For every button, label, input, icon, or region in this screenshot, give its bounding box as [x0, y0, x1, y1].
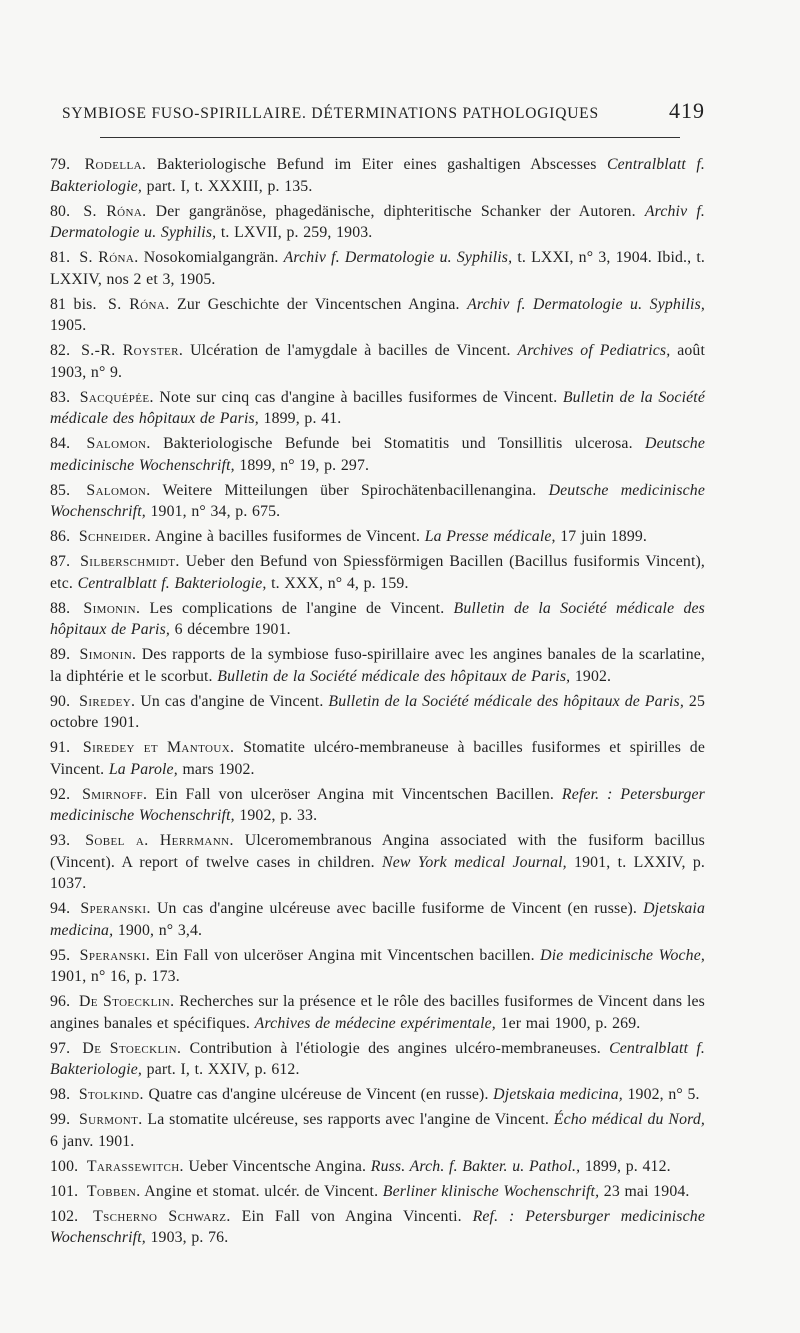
reference-author: S. Róna. [79, 249, 139, 266]
reference-entry [50, 1156, 705, 1178]
reference-author: Tarassewitch. [86, 1157, 184, 1175]
reference-author: Simonin. [79, 646, 137, 663]
reference-entry [50, 154, 705, 197]
reference-title: Contribution à l'étiologie des angines ulcéro-membraneuses. [189, 1039, 601, 1057]
reference-entry [50, 898, 705, 941]
reference-entry [50, 433, 705, 476]
reference-journal: Archiv f. Dermatologie u. Syphilis, [283, 249, 513, 266]
reference-title: Nosokomialgangrän. [143, 249, 279, 266]
reference-author: Siredey. [79, 692, 136, 710]
reference-author: Simonin. [83, 599, 141, 617]
reference-title: Ulcération de l'amygdale à bacilles de Vincent. [190, 342, 511, 359]
reference-number: 81 bis. [50, 295, 97, 313]
reference-number: 89. [50, 646, 71, 663]
reference-number: 85. [50, 481, 71, 499]
reference-title: Des rapports de la symbiose fuso-spirillaire avec les angines banales de la scarlatine, la diphtérie et le scorbut. [50, 646, 705, 685]
reference-author: Salomon. [86, 481, 151, 499]
reference-journal: Deutsche medicinische Wochenschrift, [50, 481, 705, 520]
reference-entry [50, 784, 705, 827]
reference-details: t. LXXI, n° 3, 1904. Ibid., t. LXXIV, nos 2 et 3, 1905. [50, 249, 706, 288]
reference-title: Der gangränöse, phagedänische, diphteritische Schanker der Autoren. [155, 202, 636, 220]
reference-author: Speranski. [79, 946, 151, 964]
reference-author: Tobben. [86, 1182, 141, 1200]
reference-entry [50, 480, 705, 523]
reference-entry [50, 644, 705, 687]
reference-entry [50, 737, 705, 780]
reference-title: Ein Fall von Angina Vincenti. [241, 1207, 462, 1225]
reference-author: Speranski. [80, 900, 151, 917]
reference-title: Bakteriologische Befunde bei Stomatitis und Tonsillitis ulcerosa. [163, 435, 633, 452]
reference-details: 1899, p. 412. [584, 1157, 671, 1175]
reference-details: 25 octobre 1901. [50, 692, 705, 731]
reference-author: Siredey et Mantoux. [82, 739, 235, 756]
reference-author: S. Róna. [83, 202, 147, 220]
reference-details: 6 janv. 1901. [50, 1132, 135, 1150]
reference-entry [50, 387, 705, 430]
reference-journal: Bulletin de la Société médicale des hôpitaux de Paris, [328, 692, 684, 710]
reference-details: 23 mai 1904. [603, 1182, 690, 1200]
reference-number: 83. [50, 388, 71, 406]
reference-journal: New York medical Journal, [382, 853, 567, 871]
reference-title: Un cas d'angine ulcéreuse avec bacille fusiforme de Vincent (en russe). [156, 900, 637, 917]
reference-title: Angine et stomat. ulcér. de Vincent. [144, 1182, 379, 1200]
reference-journal: La Parole, [108, 760, 178, 778]
reference-title: Angine à bacilles fusiformes de Vincent. [154, 528, 421, 545]
reference-title: Quatre cas d'angine ulcéreuse de Vincent (en russe). [148, 1086, 489, 1103]
header-rule [100, 137, 680, 138]
reference-number: 100. [50, 1157, 79, 1175]
reference-title: Ueber Vincentsche Angina. [188, 1157, 367, 1175]
reference-entry [50, 1109, 705, 1152]
reference-title: La stomatite ulcéreuse, ses rapports avec l'angine de Vincent. [147, 1111, 549, 1128]
reference-journal: Archives of Pediatrics, [517, 342, 671, 359]
reference-number: 91. [50, 739, 71, 756]
reference-title: Ueber den Befund von Spiessförmigen Bacillen (Bacillus fusiformis Vincent), etc. [50, 553, 706, 592]
reference-journal: Bulletin de la Société médicale des hôpitaux de Paris, [50, 599, 705, 638]
reference-entry [50, 830, 705, 895]
reference-journal: Archiv f. Dermatologie u. Syphilis, [50, 202, 705, 241]
reference-details: 1905. [50, 317, 87, 334]
reference-details: part. I, t. XXXIII, p. 135. [146, 177, 313, 195]
page-number: 419 [669, 98, 705, 123]
reference-journal: Centralblatt f. Bakteriologie, [50, 1039, 705, 1078]
reference-author: Smirnoff. [82, 785, 148, 803]
running-title: SYMBIOSE FUSO-SPIRILLAIRE. DÉTERMINATIONS PATHOLOGIQUES [62, 105, 599, 122]
reference-journal: Centralblatt f. Bakteriologie, [50, 156, 706, 195]
reference-journal: Deutsche medicinische Wochenschrift, [50, 435, 706, 474]
reference-journal: Archives de médecine expérimentale, [254, 1014, 496, 1032]
reference-title: Un cas d'angine de Vincent. [140, 692, 324, 710]
reference-details: août 1903, n° 9. [50, 342, 705, 381]
reference-number: 86. [50, 528, 71, 545]
reference-details: 6 décembre 1901. [174, 621, 291, 638]
reference-author: De Stoecklin. [79, 993, 175, 1010]
reference-details: mars 1902. [182, 760, 255, 778]
reference-number: 94. [50, 900, 71, 917]
reference-entry [50, 526, 705, 548]
reference-details: 1900, n° 3,4. [117, 921, 203, 939]
reference-details: 17 juin 1899. [560, 528, 648, 545]
reference-details: 1901, n° 34, p. 675. [150, 503, 281, 520]
reference-author: Surmont. [79, 1111, 143, 1128]
reference-details: 1er mai 1900, p. 269. [500, 1014, 641, 1032]
reference-details: 1901, n° 16, p. 173. [50, 968, 180, 985]
running-header [62, 98, 705, 124]
reference-details: t. LXVII, p. 259, 1903. [220, 224, 373, 241]
reference-journal: Die medicinische Woche, [540, 946, 705, 964]
reference-number: 92. [50, 785, 71, 803]
reference-number: 88. [50, 599, 71, 617]
reference-number: 95. [50, 946, 71, 964]
reference-title: Ein Fall von ulceröser Angina mit Vincentschen Bacillen. [155, 785, 554, 803]
reference-author: Sobel a. Herrmann. [85, 832, 234, 849]
reference-number: 101. [50, 1182, 79, 1200]
reference-entry [50, 201, 705, 244]
reference-number: 82. [50, 342, 71, 359]
reference-number: 102. [50, 1207, 79, 1225]
reference-number: 93. [50, 832, 71, 849]
reference-journal: Djetskaia medicina, [493, 1086, 623, 1103]
reference-author: Silberschmidt. [80, 553, 180, 570]
reference-author: Rodella. [84, 156, 147, 173]
reference-title: Recherches sur la présence et le rôle des bacilles fusiformes de Vincent dans les angines banales et spécifiques. [50, 993, 705, 1032]
reference-title: Les complications de l'angine de Vincent. [149, 599, 445, 617]
reference-journal: Archiv f. Dermatologie u. Syphilis, [467, 295, 705, 313]
reference-entry [50, 991, 705, 1034]
reference-journal: Russ. Arch. f. Bakter. u. Pathol., [370, 1157, 581, 1175]
reference-details: 1903, p. 76. [150, 1229, 229, 1246]
reference-entry [50, 1181, 705, 1203]
reference-number: 98. [50, 1086, 71, 1103]
reference-entry [50, 551, 705, 594]
reference-title: Ulceromembranous Angina associated with the fusiform bacillus (Vincent). A report of twelve cases in children. [50, 832, 705, 871]
reference-number: 99. [50, 1111, 71, 1128]
reference-entry [50, 691, 705, 734]
reference-journal: La Presse médicale, [424, 528, 556, 545]
reference-journal: Berliner klinische Wochenschrift, [382, 1182, 600, 1200]
reference-journal: Centralblatt f. Bakteriologie, [77, 574, 267, 592]
reference-title: Ein Fall von ulceröser Angina mit Vincentschen bacillen. [155, 946, 535, 964]
reference-entry [50, 294, 705, 337]
reference-details: 1902, p. 33. [239, 807, 318, 824]
reference-number: 81. [50, 249, 71, 266]
reference-author: De Stoecklin. [82, 1039, 182, 1057]
reference-number: 87. [50, 553, 71, 570]
reference-entry [50, 340, 705, 383]
reference-entry [50, 1038, 705, 1081]
reference-list [50, 154, 705, 1252]
reference-entry [50, 945, 705, 988]
reference-details: 1901, t. LXXIV, p. 1037. [50, 853, 705, 892]
reference-details: t. XXX, n° 4, p. 159. [271, 574, 409, 592]
reference-details: 1899, p. 41. [263, 410, 342, 427]
reference-author: Sacquépée. [79, 388, 154, 406]
reference-journal: Djetskaia medicina, [50, 900, 706, 939]
reference-journal: Bulletin de la Société médicale des hôpitaux de Paris, [50, 388, 705, 427]
reference-journal: Ref. : Petersburger medicinische Wochenschrift, [50, 1207, 705, 1246]
reference-author: Schneider. [78, 528, 152, 545]
reference-journal: Refer. : Petersburger medicinische Wochenschrift, [50, 785, 705, 824]
reference-number: 97. [50, 1039, 71, 1057]
reference-entry [50, 247, 705, 290]
reference-author: S. Róna. [108, 295, 170, 313]
reference-details: 1899, n° 19, p. 297. [239, 456, 370, 474]
reference-title: Bakteriologische Befund im Eiter eines gashaltigen Abscesses [156, 156, 597, 173]
reference-author: S.-R. Royster. [81, 342, 184, 359]
reference-entry [50, 1206, 705, 1249]
reference-entry [50, 1084, 705, 1106]
reference-author: Tscherno Schwarz. [93, 1207, 231, 1225]
reference-details: part. I, t. XXIV, p. 612. [146, 1061, 300, 1078]
reference-details: 1902. [574, 667, 612, 685]
reference-journal: Écho médical du Nord, [553, 1111, 705, 1128]
reference-number: 84. [50, 435, 71, 452]
reference-title: Stomatite ulcéro-membraneuse à bacilles fusiformes et spirilles de Vincent. [50, 739, 705, 778]
reference-title: Note sur cinq cas d'angine à bacilles fusiformes de Vincent. [159, 388, 558, 406]
reference-title: Zur Geschichte der Vincentschen Angina. [177, 295, 460, 313]
reference-number: 96. [50, 993, 71, 1010]
reference-author: Salomon. [86, 435, 151, 452]
reference-number: 79. [50, 156, 71, 173]
reference-details: 1902, n° 5. [627, 1086, 700, 1103]
reference-number: 80. [50, 202, 71, 220]
reference-entry [50, 598, 705, 641]
reference-title: Weitere Mitteilungen über Spirochätenbacillenangina. [162, 481, 537, 499]
reference-author: Stolkind. [78, 1086, 144, 1103]
reference-number: 90. [50, 692, 71, 710]
reference-journal: Bulletin de la Société médicale des hôpitaux de Paris, [217, 667, 571, 685]
